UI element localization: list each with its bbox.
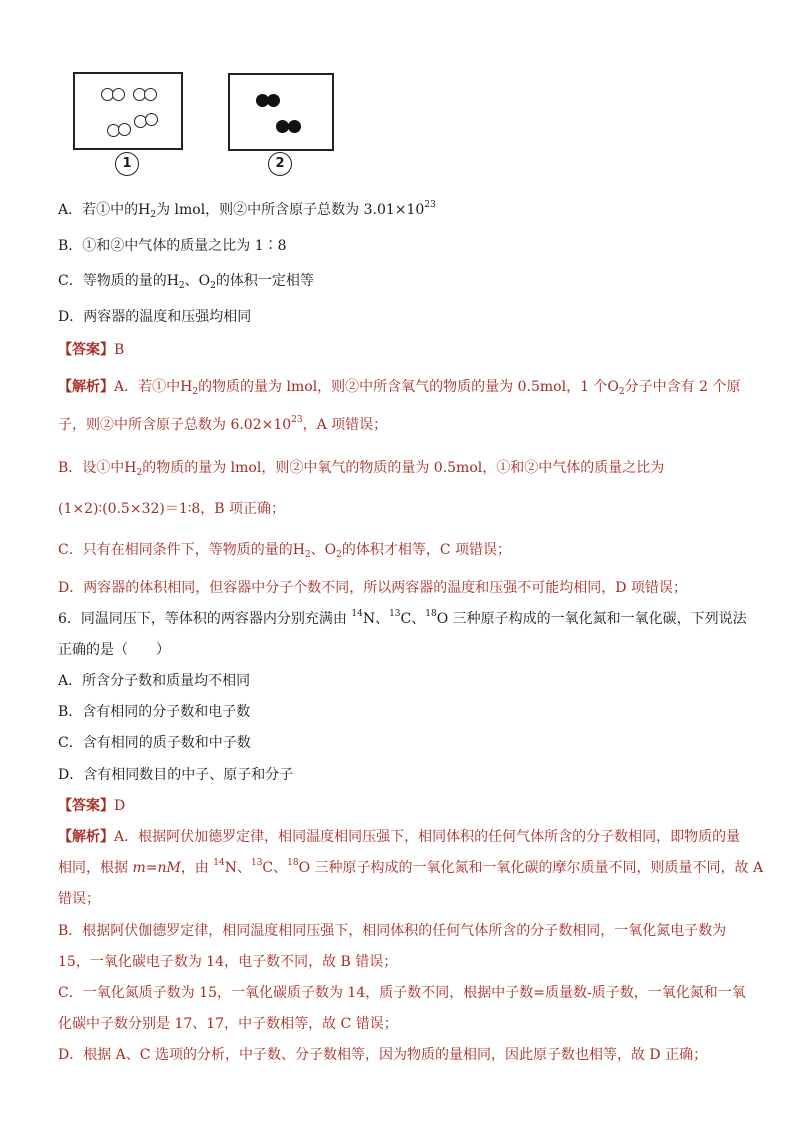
h2-atom [118, 123, 131, 136]
q6-explanation-c-cont: 化碳中子数分别是 17、17，中子数相等，故 C 错误； [58, 1016, 398, 1032]
q5-option-c: C．等物质的量的$H_2$、$O_2$的体积一定相等 [58, 273, 314, 291]
q6-explanation-a: 【解析】A．根据阿伏加德罗定律，相同温度相同压强下，相同体积的任何气体所含的分子数相同，即物质的量 [58, 829, 741, 845]
q6-explanation-d: D．根据 A、C 选项的分析，中子数、分子数相等，因为物质的量相同，因此原子数也相等，故 D 正确； [58, 1047, 708, 1063]
q5-explanation-d: D．两容器的体积相同，但容器中分子个数不同，所以两容器的温度和压强不可能均相同，D 项错误； [58, 580, 687, 596]
q5-explanation-a-cont: 子，则②中所含原子总数为 $6.02\times 10^{23}$，A 项错误； [58, 415, 388, 433]
q5-option-a: A．若①中的$H_2$为 lmol，则②中所含原子总数为 $3.01\times 10^{23}$ [58, 200, 436, 220]
h2-atom [144, 88, 157, 101]
container-2 [228, 73, 334, 151]
q6-explanation-b-cont: 15，一氧化碳电子数为 14，电子数不同，故 B 错误； [58, 954, 398, 970]
q5-explanation-a: 【解析】A．若①中$H_2$的物质的量为 lmol，则②中所含氧气的物质的量为 0.5mol，1 个$O_2$分子中含有 2 个原 [58, 379, 741, 397]
q5-option-d: D．两容器的温度和压强均相同 [58, 309, 252, 325]
q6-option-c: C．含有相同的质子数和中子数 [58, 735, 251, 751]
q5-explanation-b-cont: (1×2)∶(0.5×32)＝1∶8，B 项正确； [58, 501, 286, 517]
q6-explanation-c: C．一氧化氮质子数为 15，一氧化碳质子数为 14，质子数不同，根据中子数=质量数-质子数，一氧化氮和一氧 [58, 985, 746, 1001]
h2-atom [112, 88, 125, 101]
o2-atom [267, 94, 280, 107]
q5-option-b: B．①和②中气体的质量之比为 1∶8 [58, 238, 287, 254]
q6-option-a: A．所含分子数和质量均不相同 [58, 673, 251, 689]
q6-explanation-b: B．根据阿伏伽德罗定律，相同温度相同压强下，相同体积的任何气体所含的分子数相同，一氧化氮电子数为 [58, 923, 727, 939]
q5-answer: 【答案】B [58, 342, 125, 358]
q6-option-d: D．含有相同数目的中子、原子和分子 [58, 767, 294, 783]
q6-stem-cont: 正确的是（ ） [58, 642, 170, 658]
container-1 [73, 72, 183, 150]
q6-explanation-a-end: 错误； [58, 891, 100, 907]
q6-explanation-a-cont: 相同，根据 m=nM，由 $^{14}$N、$^{13}$C、$^{18}$O 三种原子构成的一氧化氮和一氧化碳的摩尔质量不同，则质量不同，故 A [58, 858, 764, 876]
o2-atom [288, 120, 301, 133]
q5-explanation-c: C．只有在相同条件下，等物质的量的$H_2$、$O_2$的体积才相等，C 项错误； [58, 542, 512, 560]
q6-stem: 6．同温同压下，等体积的两容器内分别充满由 $^{14}$N、$^{13}$C、$^{18}$O 三种原子构成的一氧化氮和一氧化碳，下列说法 [58, 609, 747, 627]
figure-label-2: 2 [268, 152, 292, 176]
h2-atom [145, 113, 158, 126]
q6-answer: 【答案】D [58, 798, 126, 814]
figure-label-1: 1 [115, 152, 139, 176]
q5-explanation-b: B．设①中$H_2$的物质的量为 lmol，则②中氧气的物质的量为 0.5mol，①和②中气体的质量之比为 [58, 460, 665, 478]
q6-option-b: B．含有相同的分子数和电子数 [58, 704, 251, 720]
